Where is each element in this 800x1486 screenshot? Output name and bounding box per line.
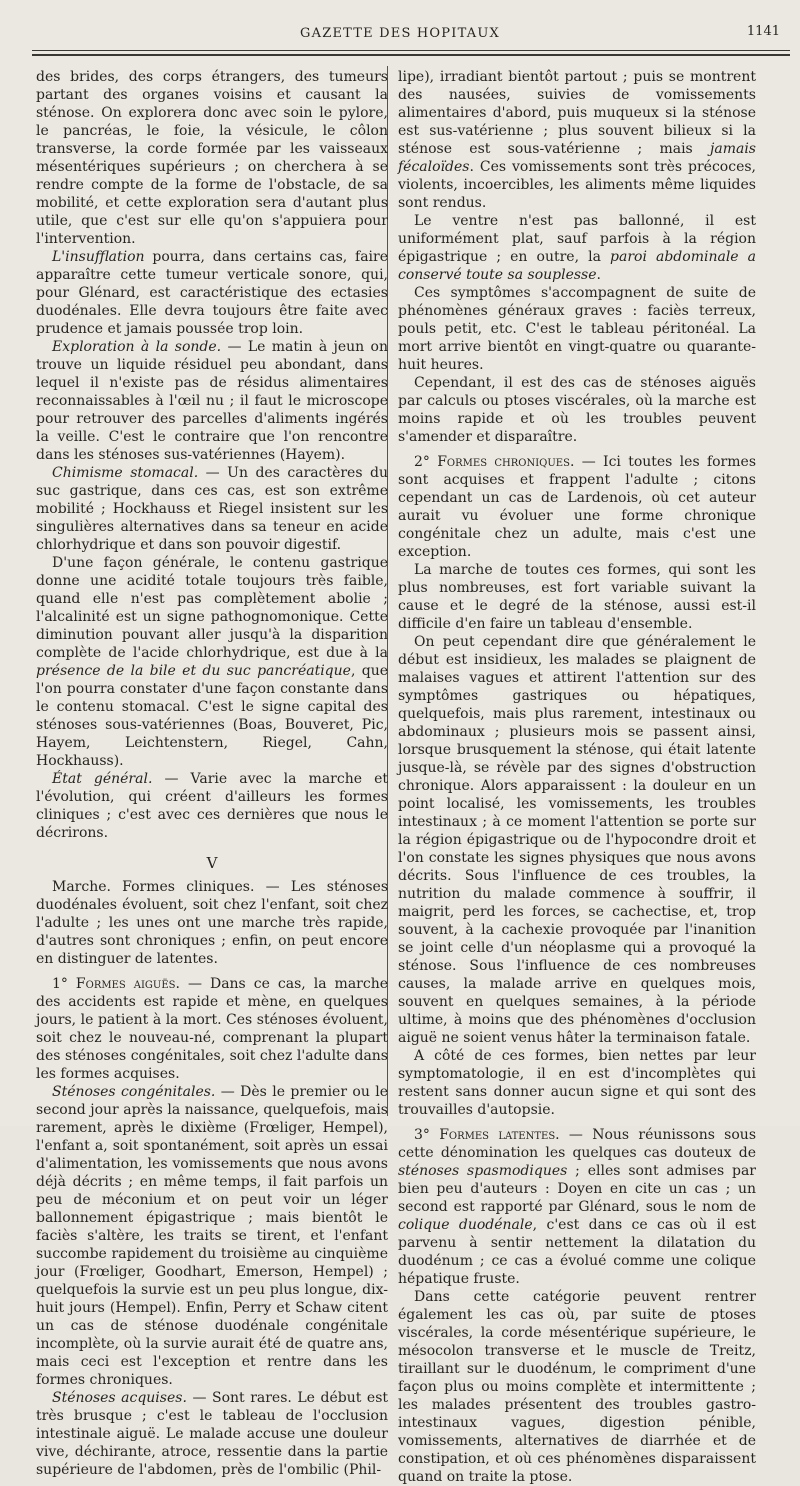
paragraph: Ces symptômes s'accompagnent de suite de phénomènes généraux graves : faciès terreux, pouls petit, etc. C'est le tableau péritonéal. La mort arrive bientôt en vingt-quatre ou quarante-huit heures. — [398, 285, 756, 373]
paragraph: 2° Formes chroniques. — Ici toutes les formes sont acquises et frappent l'adulte ; citons cependant un cas de Lardenois, où cet auteur aurait vu évoluer une forme chronique congénitale chez un adulte, mais c'est une exception. — [398, 454, 756, 560]
paragraph: Sténoses acquises. — Sont rares. Le début est très brusque ; c'est le tableau de l'occlusion intestinale aiguë. Le malade accuse une douleur vive, déchirante, atroce, ressentie dans la partie supérieure de l'abdomen, près de l'ombilic (Phil- — [36, 1390, 388, 1478]
paragraph: Sténoses congénitales. — Dès le premier ou le second jour après la naissance, quelquefois, mais rarement, après le dixième (Frœliger, Hempel), l'enfant a, soit spontanément, soit après un essai d'alimentation, les vomissements que nous avons déjà décrits ; en même temps, il fait parfois un peu de méconium et on peut voir un léger ballonnement épigastrique ; mais bientôt le faciès s'altère, les traits se tirent, et l'enfant succombe rapidement du troisième au cinquième jour (Frœliger, Goodhart, Emerson, Hempel) ; quelquefois la survie est un peu plus longue, dix-huit jours (Hempel). Enfin, Perry et Schaw citent un cas de sténose duodénale congénitale incomplète, où la survie aurait été de quatre ans, mais ceci est l'exception et rentre dans les formes chroniques. — [36, 1084, 388, 1388]
running-head: GAZETTE DES HOPITAUX — [300, 26, 500, 41]
paragraph: lipe), irradiant bientôt partout ; puis se montrent des nausées, suivies de vomissements alimentaires d'abord, puis muqueux si la sténose est sus-vatérienne ; plus souvent bilieux si la sténose est sous-vatérienne ; mais jamais fécaloïdes. Ces vomissements sont très précoces, violents, incoercibles, les aliments même liquides sont rendus. — [398, 69, 756, 211]
paragraph: D'une façon générale, le contenu gastrique donne une acidité totale toujours très faible, quand elle n'est pas complètement abolie ; l'alcalinité est un signe pathognomonique. Cette diminution pouvant aller jusqu'à la disparition complète de l'acide chlorhydrique, est due à la présence de la bile et du suc pancréatique, que l'on pourra constater d'une façon constante dans le contenu stomacal. C'est le signe capital des sténoses sous-vatériennes (Boas, Bouveret, Pic, Hayem, Leichtenstern, Riegel, Cahn, Hockhauss). — [36, 555, 388, 769]
paragraph: Chimisme stomacal. — Un des caractères du suc gastrique, dans ces cas, est son extrême mobilité ; Hockhauss et Riegel insistent sur les singulières alternatives dans sa teneur en acide chlorhydrique et dans son pouvoir digestif. — [36, 465, 388, 553]
paragraph: Marche. Formes cliniques. — Les sténoses duodénales évoluent, soit chez l'enfant, soit chez l'adulte ; les unes ont une marche très rapide, d'autres sont chroniques ; enfin, on peut encore en distinguer de latentes. — [36, 879, 389, 967]
paragraph: Exploration à la sonde. — Le matin à jeun on trouve un liquide résiduel peu abondant, dans lequel il n'existe pas de résidus alimentaires reconnaissables à l'œil nu ; il faut le microscope pour retrouver des parcelles d'aliments ingérés la veille. C'est le contraire que l'on rencontre dans les sténoses sus-vatériennes (Hayem). — [36, 339, 388, 463]
paragraph: 3° Formes latentes. — Nous réunissons sous cette dénomination les quelques cas douteux de sténoses spasmodiques ; elles sont admises par bien peu d'auteurs : Doyen en cite un cas ; un second est rapporté par Glénard, sous le nom de colique duodénale, c'est dans ce cas où il est parvenu à sentir nettement la dilatation du duodénum ; ce cas a évolué comme une colique hépatique fruste. — [398, 1127, 757, 1287]
paragraph: État général. — Varie avec la marche et l'évolution, qui créent d'ailleurs les formes cliniques ; c'est avec ces dernières que nous le décrirons. — [36, 771, 388, 841]
paragraph: La marche de toutes ces formes, qui sont les plus nombreuses, est fort variable suivant la cause et le degré de la sténose, aussi est-il difficile d'en faire un tableau d'ensemble. — [398, 562, 756, 632]
header-rule-thin — [32, 50, 790, 51]
paragraph: 1° Formes aiguës. — Dans ce cas, la marche des accidents est rapide et mène, en quelques jours, le patient à la mort. Ces sténoses évoluent, soit chez le nouveau-né, comprenant la plupart des sténoses congénitales, soit chez l'adulte dans les formes acquises. — [36, 976, 389, 1082]
page-number: 1141 — [746, 24, 780, 39]
left-column — [36, 68, 388, 1479]
right-column — [398, 68, 756, 1486]
paragraph: On peut cependant dire que généralement le début est insidieux, les malades se plaignent de malaises vagues et attirent l'attention sur des symptômes gastriques ou hépatiques, quelquefois, mais plus rarement, intestinaux ou abdominaux ; plusieurs mois se passent ainsi, lorsque brusquement la sténose, qui était latente jusque-là, se révèle par des signes d'obstruction chronique. Alors apparaissent : la douleur en un point localisé, les vomissements, les troubles intestinaux ; à ce moment l'attention se porte sur la région épigastrique ou de l'hypocondre droit et l'on constate les signes physiques que nous avons décrits. Sous l'influence de ces troubles, la nutrition du malade commence à souffrir, il maigrit, perd les forces, se cachectise, et, trop souvent, à la cachexie provoquée par l'inanition se joint celle d'un néoplasme qui a provoqué la sténose. Sous l'influence de ces nombreuses causes, la malade arrive en quelques mois, souvent en quelques semaines, à la période ultime, à moins que des phénomènes d'occlusion aiguë ne soient venus hâter la terminaison fatale. — [398, 634, 756, 1046]
paragraph: L'insufflation pourra, dans certains cas, faire apparaître cette tumeur verticale sonore, qui, pour Glénard, est caractéristique des ectasies duodénales. Elle devra toujours être faite avec prudence et jamais poussée trop loin. — [36, 249, 388, 337]
section-heading: Marche. Formes cliniques. — [52, 879, 255, 895]
paragraph: Cependant, il est des cas de sténoses aiguës par calculs ou ptoses viscérales, où la marche est moins rapide et où les troubles peuvent s'amender et disparaître. — [398, 375, 756, 445]
section-number: V — [206, 854, 218, 872]
header-rule-thick — [32, 54, 790, 56]
paragraph: Le ventre n'est pas ballonné, il est uniformément plat, sauf parfois à la région épigastrique ; en outre, la paroi abdominale a conservé toute sa souplesse. — [398, 213, 757, 283]
page-header — [0, 0, 800, 60]
paragraph: Dans cette catégorie peuvent rentrer également les cas où, par suite de ptoses viscérales, la corde mésentérique supérieure, le mésocolon transverse et le muscle de Treitz, tiraillant sur le duodénum, le compriment d'une façon plus ou moins complète et intermittente ; les malades présentent des troubles gastro-intestinaux vagues, digestion pénible, vomissements, alternatives de diarrhée et de constipation, et où ces phénomènes disparaissent quand on traite la ptose. — [398, 1289, 756, 1485]
paragraph: des brides, des corps étrangers, des tumeurs partant des organes voisins et causant la sténose. On explorera donc avec soin le pylore, le pancréas, le foie, la vésicule, le côlon transverse, la corde formée par les vaisseaux mésentériques supérieurs ; on cherchera à se rendre compte de la forme de l'obstacle, de sa mobilité, et cette exploration sera d'autant plus utile, que c'est sur elle qu'on s'appuiera pour l'intervention. — [36, 69, 388, 247]
paragraph: A côté de ces formes, bien nettes par leur symptomatologie, il en est d'incomplètes qui restent sans donner aucun signe et qui sont des trouvailles d'autopsie. — [398, 1048, 756, 1118]
